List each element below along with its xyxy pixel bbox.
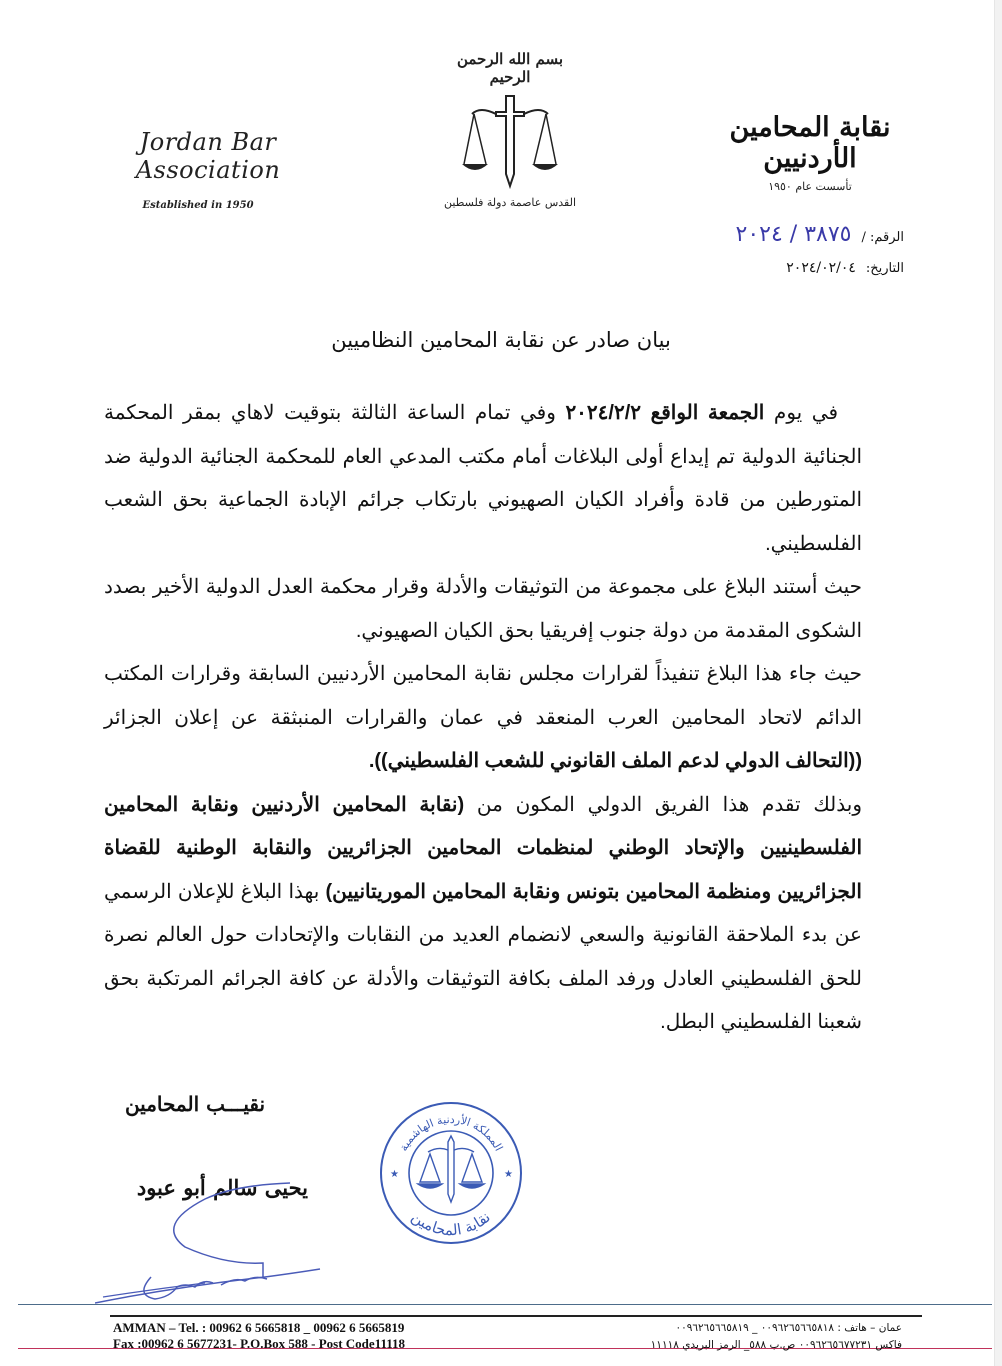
reference-number-label: الرقم: / <box>861 230 904 245</box>
footer-arabic-fax: فاكس ٠٠٩٦٢٦٥٦٧٧٢٣١ ص.ب ٥٨٨_ الرمز البريدي ١١١١٨ <box>650 1339 902 1351</box>
signatory-name: يحيى سالم أبو عبود <box>136 1175 308 1200</box>
arabic-established: تأسست عام ١٩٥٠ <box>768 180 852 193</box>
english-established: Established in 1950 <box>142 200 254 211</box>
footer-rule-black <box>110 1315 922 1317</box>
handwritten-signature-icon <box>95 1165 325 1315</box>
paragraph-2: حيث أستند البلاغ على مجموعة من التوثيقات والأدلة وقرار محكمة العدل الدولية الأخير بصدد الشكوى المقدمة من دولة جنوب إفريقيا بحق الكيان الصهيوني. <box>104 576 862 642</box>
paragraph-1-intro: في يوم <box>764 402 838 424</box>
scales-of-justice-stamp-icon <box>418 1136 484 1202</box>
document-title: بيان صادر عن نقابة المحامين النظاميين <box>331 328 671 352</box>
stamp-top-text: المملكة الأردنية الهاشمية <box>396 1112 506 1154</box>
english-letterhead <box>78 128 338 211</box>
page-edge <box>994 0 1002 1366</box>
footer-arabic-phone: عمان – هاتف : ٠٠٩٦٢٦٥٦٦٥٨١٨ _ ٠٠٩٦٢٦٥٦٦٥٨١٩ <box>675 1322 902 1334</box>
paragraph-1 <box>104 392 862 566</box>
paragraph-4-intro: وبذلك تقدم هذا الفريق الدولي المكون من <box>464 793 862 816</box>
reference-date-value: ٢٠٢٤/٠٢/٠٤ <box>786 260 856 276</box>
footer-rule-blue <box>18 1304 992 1305</box>
footer-english-fax: Fax :00962 6 5677231- P.O.Box 588 - Post Code11118 <box>113 1336 406 1351</box>
statement-body <box>104 392 862 1045</box>
reference-date-label: التاريخ: <box>865 261 904 276</box>
reference-block <box>736 222 904 292</box>
paragraph-1-text: وفي تمام الساعة الثالثة بتوقيت لاهاي بمقر المحكمة الجنائية الدولية تم إيداع أولى البلاغات أمام مكتب المدعي العام للمحكمة الجنائية الدولية ضد المتورطين من قادة وأفراد الكيان الصهيوني بارتكاب جرائم الإبادة الجماعية بحق الشعب الفلسطيني. <box>104 402 863 555</box>
paragraph-4-parties-bold: (نقابة المحامين الأردنيين ونقابة المحامين الفلسطينيين والإتحاد الوطني لمنظمات المحامين الجزائريين والنقابة الوطنية للقضاة الجزائريين ومنظمة المحامين بتونس ونقابة المحامين الموريتانيين) <box>104 793 862 903</box>
footer-arabic-contact <box>651 1320 902 1354</box>
jerusalem-motto: القدس عاصمة دولة فلسطين <box>443 196 577 209</box>
arabic-letterhead <box>680 112 940 193</box>
paragraph-4 <box>104 784 862 1045</box>
signatory-title: نقيـــب المحامين <box>124 1092 266 1116</box>
center-emblem <box>440 50 580 209</box>
scales-of-justice-with-sword-icon <box>462 92 558 192</box>
paragraph-3-alliance-bold: ((التحالف الدولي لدعم الملف القانوني للشعب الفلسطيني)). <box>368 750 862 772</box>
stamp-star-left-icon: ★ <box>390 1169 399 1180</box>
footer-english-phone: AMMAN – Tel. : 00962 6 5665818 _ 00962 6 5665819 <box>113 1320 405 1335</box>
basmala: بسم الله الرحمن الرحيم <box>456 50 564 86</box>
reference-date-row <box>736 260 904 292</box>
paragraph-3-text: حيث جاء هذا البلاغ تنفيذاً لقرارات مجلس نقابة المحامين الأردنيين السابقة وقرارات المكتب الدائم لاتحاد المحامين العرب المنعقد في عمان والقرارات المنبثقة عن إعلان الجزائر <box>104 663 862 729</box>
official-stamp <box>376 1098 526 1248</box>
reference-number-row <box>736 222 904 254</box>
paragraph-3 <box>104 653 862 784</box>
stamp-star-right-icon: ★ <box>504 1169 513 1180</box>
stamp-bottom-text: نقابة المحامين <box>408 1207 494 1240</box>
reference-number-value: ٣٨٧٥ / ٢٠٢٤ <box>735 222 852 247</box>
arabic-association-name: نقابة المحامين الأردنيين <box>729 112 891 174</box>
paragraph-1-date-bold: الجمعة الواقع ٢٠٢٤/٢/٢ <box>565 402 765 424</box>
paragraph-4-text: بهذا البلاغ للإعلان الرسمي عن بدء الملاحقة القانونية والسعي لانضمام العديد من النقابات والإتحادات حول العالم نصرة للحق الفلسطيني العادل ورفد الملف بكافة التوثيقات والأدلة عن كافة الجرائم المرتكبة بحق شعبنا الفلسطيني البطل. <box>104 880 862 1033</box>
footer-english-contact <box>113 1320 405 1352</box>
english-association-name: Jordan Bar Association <box>135 128 281 184</box>
